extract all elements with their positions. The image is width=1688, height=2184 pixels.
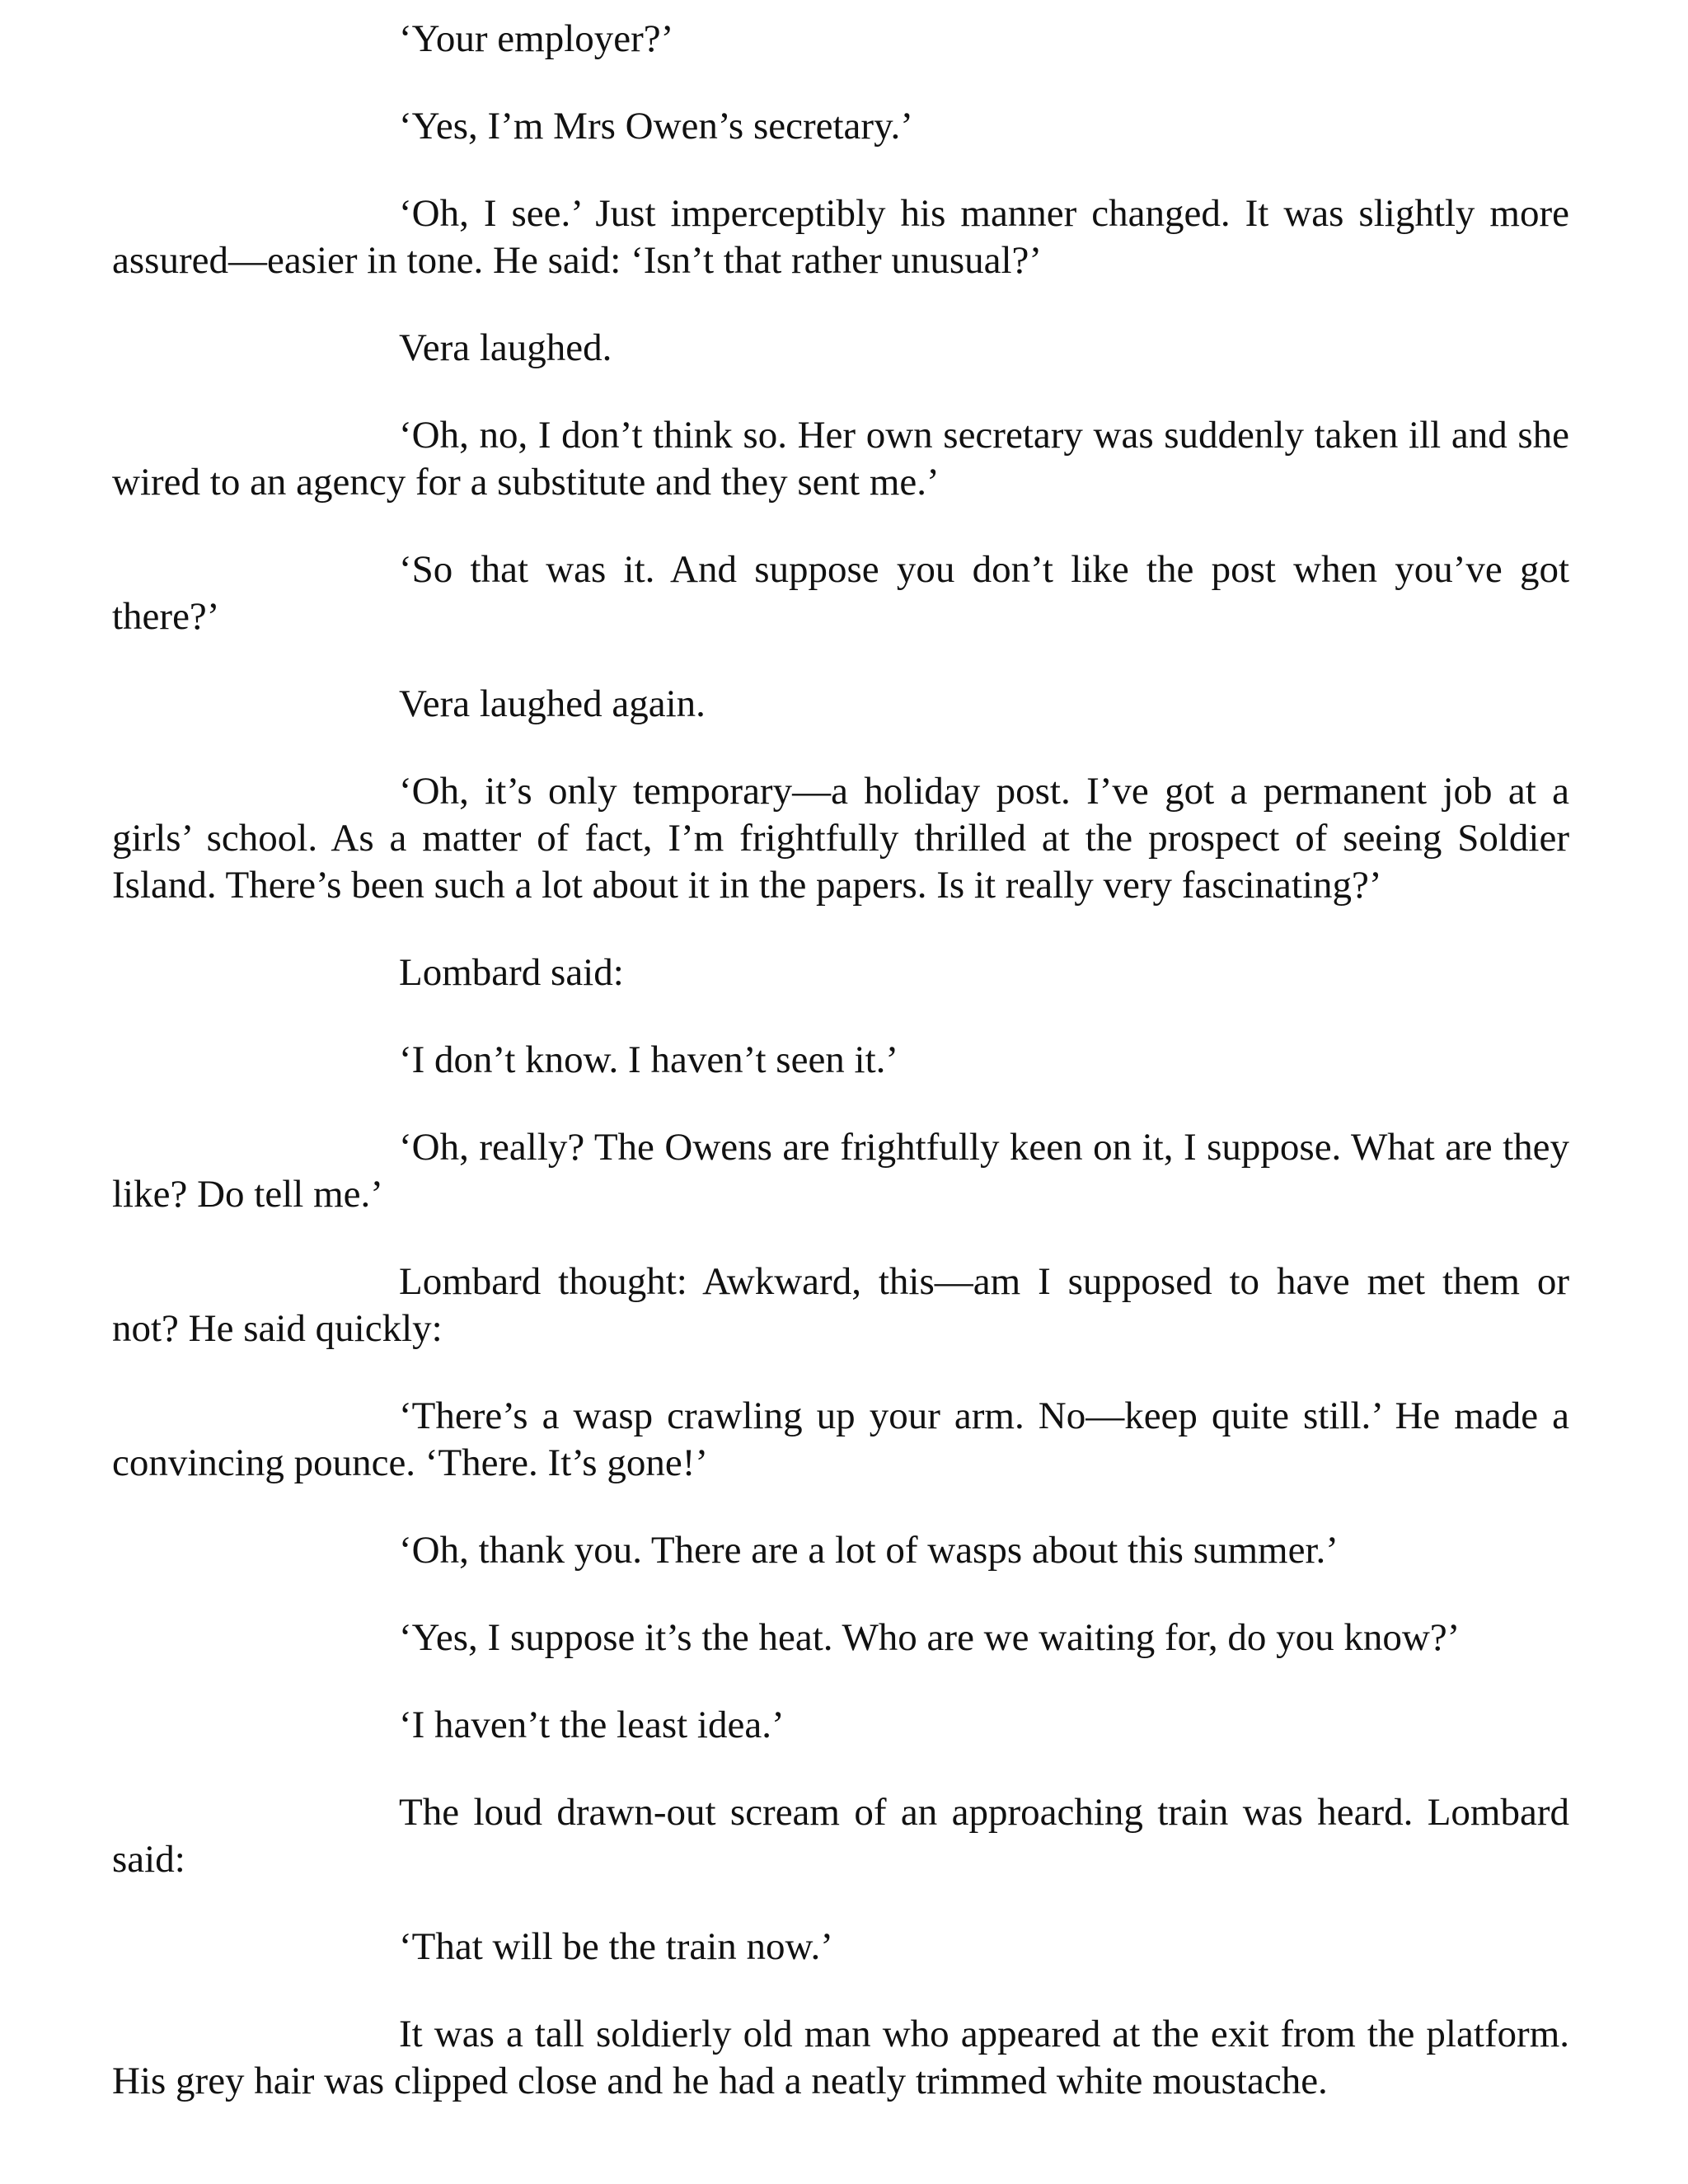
paragraph-havent-seen-it: ‘I don’t know. I haven’t seen it.’ — [399, 1038, 899, 1081]
paragraph-the-heat: ‘Yes, I suppose it’s the heat. Who are we waiting for, do you know?’ — [399, 1616, 1461, 1659]
paragraph-the-owens: ‘Oh, really? The Owens are frightfully keen on it, I suppose. What are they like? Do tell me.’ — [112, 1126, 1569, 1216]
paragraph-wasp: ‘There’s a wasp crawling up your arm. No—keep quite still.’ He made a convincing pounce. ‘There. It’s gone!’ — [112, 1394, 1569, 1484]
paragraph-oh-i-see: ‘Oh, I see.’ Just imperceptibly his manner changed. It was slightly more assured—easier in tone. He said: ‘Isn’t that rather unusual?’ — [112, 192, 1569, 282]
paragraph-lombard-said: Lombard said: — [399, 951, 624, 994]
paragraph-your-employer: ‘Your employer?’ — [399, 17, 674, 60]
paragraph-secretary: ‘Yes, I’m Mrs Owen’s secretary.’ — [399, 105, 913, 148]
paragraph-so-that-was-it: ‘So that was it. And suppose you don’t like the post when you’ve got there?’ — [112, 548, 1569, 638]
book-page — [112, 0, 1569, 2145]
paragraph-vera-laughed: Vera laughed. — [399, 326, 612, 369]
paragraph-lombard-thought: Lombard thought: Awkward, this—am I supposed to have met them or not? He said quickly: — [112, 1260, 1569, 1350]
paragraph-substitute: ‘Oh, no, I don’t think so. Her own secretary was suddenly taken ill and she wired to an agency for a substitute and they sent me.’ — [112, 414, 1569, 504]
paragraph-thank-you: ‘Oh, thank you. There are a lot of wasps about this summer.’ — [399, 1529, 1339, 1572]
paragraph-soldierly-man: It was a tall soldierly old man who appeared at the exit from the platform. His grey hair was clipped close and he had a neatly trimmed white moustache. — [112, 2013, 1569, 2102]
paragraph-holiday-post: ‘Oh, it’s only temporary—a holiday post. I’ve got a permanent job at a girls’ school. As a matter of fact, I’m frightfully thrilled at the prospect of seeing Soldier Island. There’s been such a lot about it in the papers. Is it really very fascinating?’ — [112, 770, 1569, 907]
paragraph-train-scream: The loud drawn-out scream of an approaching train was heard. Lombard said: — [112, 1791, 1569, 1881]
paragraph-vera-laughed-again: Vera laughed again. — [399, 682, 706, 725]
paragraph-least-idea: ‘I haven’t the least idea.’ — [399, 1704, 785, 1746]
paragraph-train-now: ‘That will be the train now.’ — [399, 1925, 833, 1968]
